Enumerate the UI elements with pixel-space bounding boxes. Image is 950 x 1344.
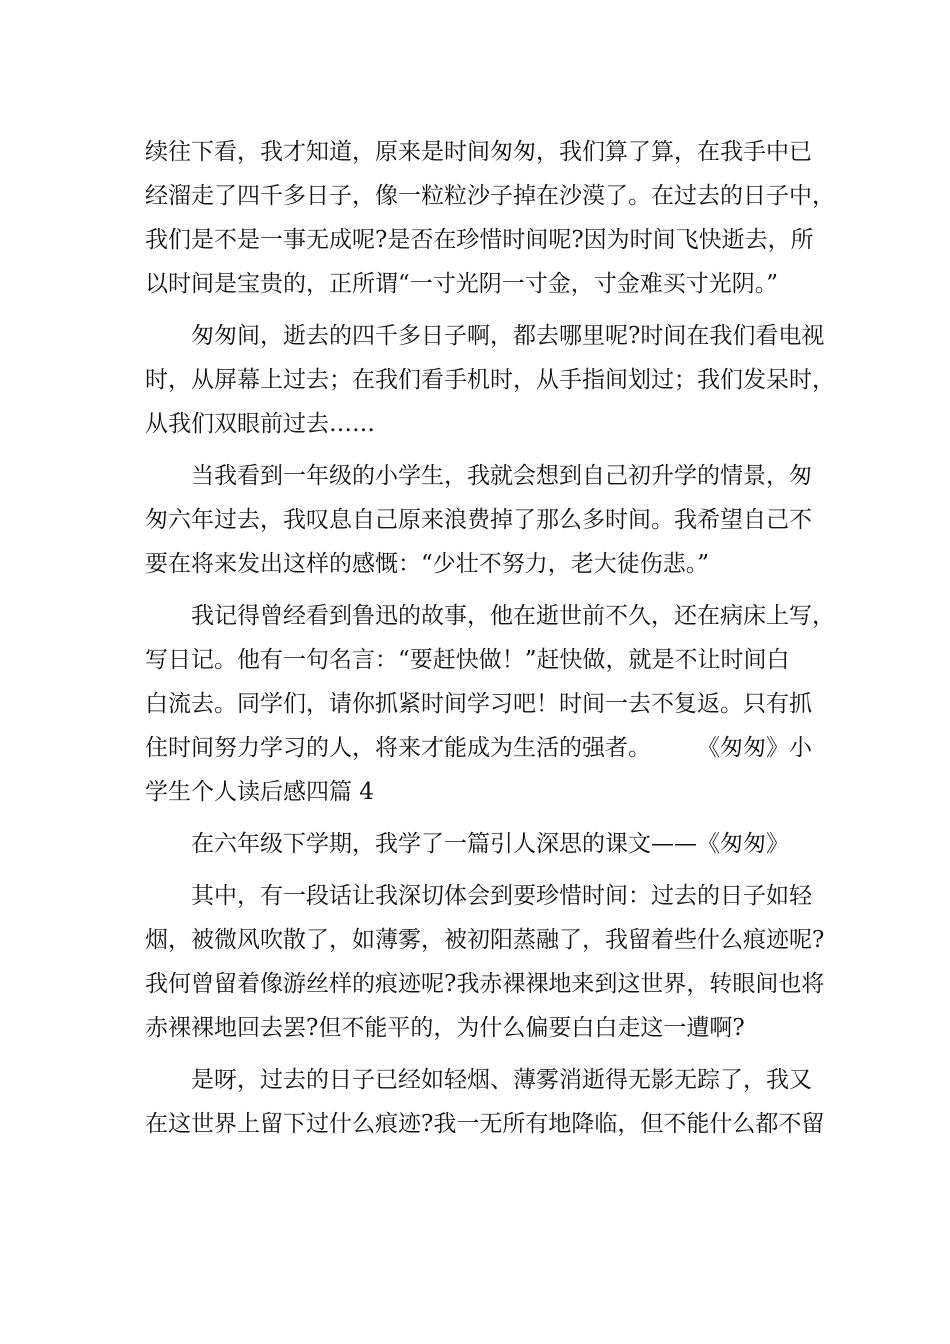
text-line: 以时间是宝贵的，正所谓“一寸光阴一寸金，寸金难买寸光阴。” [145,271,779,297]
text-line: 时，从屏幕上过去；在我们看手机时，从手指间划过；我们发呆时， [145,367,835,393]
paragraph [145,822,810,866]
text-line: 经溜走了四千多日子，像一粒粒沙子掉在沙漠了。在过去的日子中， [145,183,835,209]
document-body [145,130,835,1154]
paragraph [145,454,810,586]
text-line: 是呀，过去的日子已经如轻烟、薄雾消逝得无影无踪了，我又 [191,1067,812,1093]
text-line: 在六年级下学期，我学了一篇引人深思的课文——《匆匆》 [191,831,789,857]
text-line: 在这世界上留下过什么痕迹?我一无所有地降临，但不能什么都不留 [145,1111,825,1137]
text-line: 赤裸裸地回去罢?但不能平的，为什么偏要白白走这一遭啊? [145,1015,745,1041]
text-line: 匆匆间，逝去的四千多日子啊，都去哪里呢?时间在我们看电视 [191,323,825,349]
paragraph [145,874,825,1050]
text-line: 其中，有一段话让我深切体会到要珍惜时间：过去的日子如轻 [191,883,812,909]
paragraph [145,130,835,306]
text-line: 我何曾留着像游丝样的痕迹呢?我赤裸裸地来到这世界，转眼间也将 [145,971,825,997]
text-line: 匆六年过去，我叹息自己原来浪费掉了那么多时间。我希望自己不 [145,507,812,533]
text-line: 我记得曾经看到鲁迅的故事，他在逝世前不久，还在病床上写， [191,603,835,629]
paragraph [145,594,835,814]
text-line: 从我们双眼前过去…… [145,411,375,437]
text-line: 住时间努力学习的人，将来才能成为生活的强者。 《匆匆》小 [145,735,812,761]
text-line: 当我看到一年级的小学生，我就会想到自己初升学的情景，匆 [191,463,812,489]
paragraph [145,1058,825,1146]
text-line: 烟，被微风吹散了，如薄雾，被初阳蒸融了，我留着些什么痕迹呢? [145,927,825,953]
text-line: 白流去。同学们，请你抓紧时间学习吧！时间一去不复返。只有抓 [145,691,812,717]
text-line: 写日记。他有一句名言：“要赶快做！”赶快做，就是不让时间白 [145,647,790,673]
paragraph [145,314,835,446]
text-line: 要在将来发出这样的感慨：“少壮不努力，老大徒伤悲。” [145,551,710,577]
text-line: 学生个人读后感四篇 4 [145,779,374,805]
text-line: 续往下看，我才知道，原来是时间匆匆，我们算了算，在我手中已 [145,139,812,165]
text-line: 我们是不是一事无成呢?是否在珍惜时间呢?因为时间飞快逝去，所 [145,227,814,253]
